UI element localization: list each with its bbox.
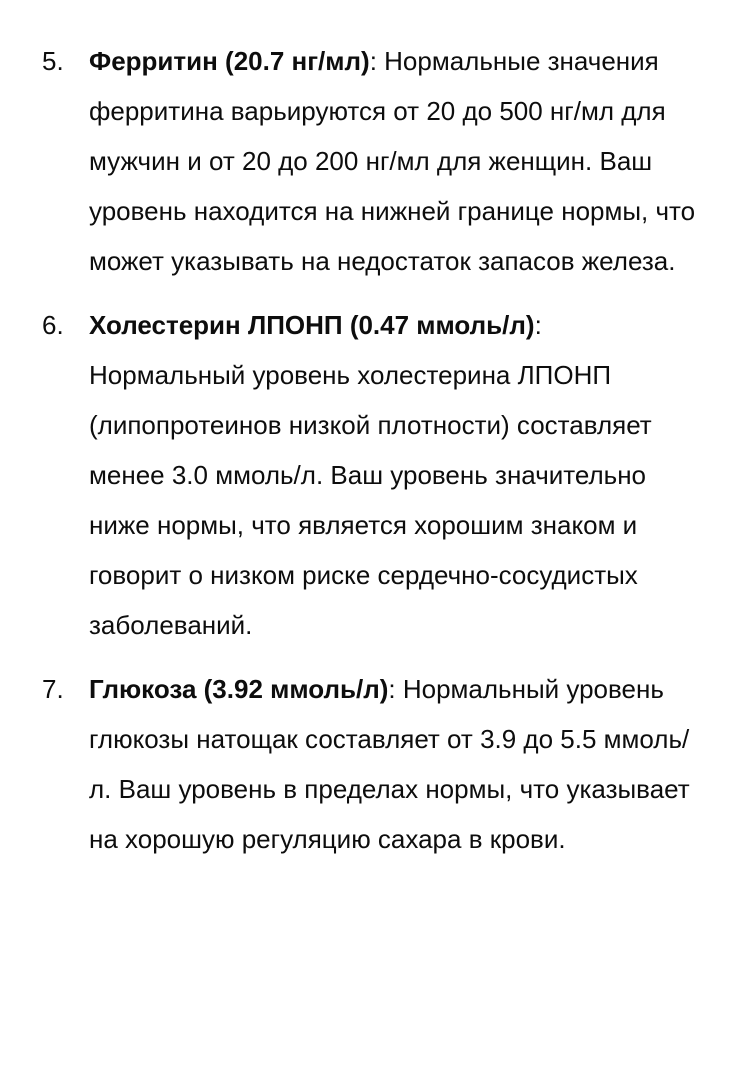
list-number: 7. [42,674,64,704]
item-title: Холестерин ЛПОНП (0.47 ммоль/л) [89,310,535,340]
list-item-vldl-cholesterol [42,300,700,650]
list-number: 5. [42,46,64,76]
item-text: : Нормальный уровень глюкозы натощак составляет от 3.9 до 5.5 ммоль/л. Ваш уровень в пределах нормы, что указывает на хорошую регуляцию сахара в крови. [89,674,690,854]
results-list [42,36,700,864]
item-text: : Нормальный уровень холестерина ЛПОНП (липопротеинов низкой плотности) составляет менее 3.0 ммоль/л. Ваш уровень значительно ниже нормы, что является хорошим знаком и говорит о низком риске сердечно-сосудистых заболеваний. [89,310,652,640]
item-title: Ферритин (20.7 нг/мл) [89,46,370,76]
list-item-ferritin [42,36,700,286]
item-title: Глюкоза (3.92 ммоль/л) [89,674,389,704]
list-number: 6. [42,310,64,340]
item-text: : Нормальные значения ферритина варьируются от 20 до 500 нг/мл для мужчин и от 20 до 200 нг/мл для женщин. Ваш уровень находится на нижней границе нормы, что может указывать на недостаток запасов железа. [89,46,696,276]
list-item-glucose [42,664,700,864]
